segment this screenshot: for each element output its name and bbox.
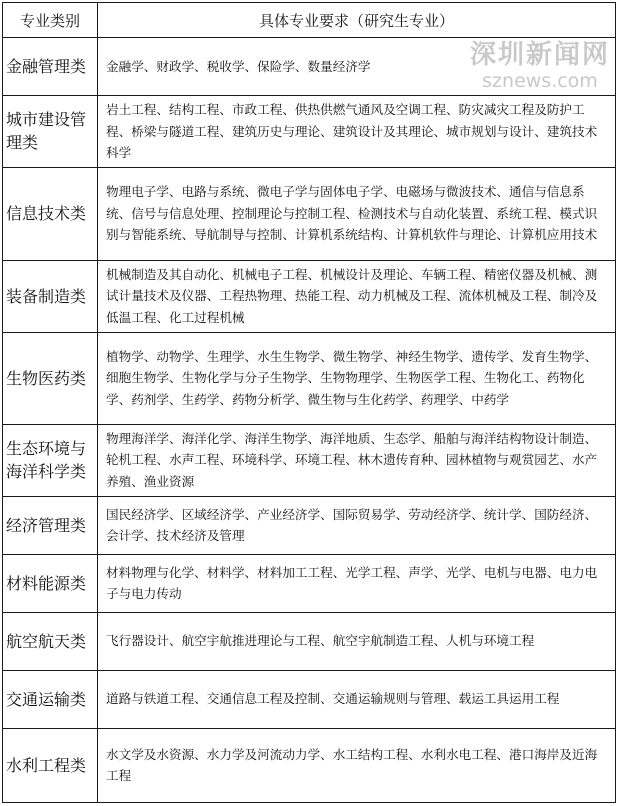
category-cell: 装备制造类 bbox=[3, 260, 98, 332]
table-row bbox=[3, 38, 616, 96]
requirement-cell: 物理海洋学、海洋化学、海洋生物学、海洋地质、生态学、船舶与海洋结构物设计制造、轮机工程、水声工程、环境科学、环境工程、林木遗传育种、园林植物与观赏园艺、水产养殖、渔业资源 bbox=[98, 424, 616, 496]
table-row bbox=[3, 96, 616, 168]
table-row bbox=[3, 554, 616, 612]
table-row bbox=[3, 424, 616, 496]
requirement-cell: 材料物理与化学、材料学、材料加工工程、光学工程、声学、光学、电机与电器、电力电子与电力传动 bbox=[98, 554, 616, 612]
requirement-cell: 物理电子学、电路与系统、微电子学与固体电子学、电磁场与微波技术、通信与信息系统、信号与信息处理、控制理论与控制工程、检测技术与自动化装置、系统工程、模式识别与智能系统、导航制导与控制、计算机系统结构、计算机软件与理论、计算机应用技术 bbox=[98, 167, 616, 260]
category-cell: 生物医药类 bbox=[3, 332, 98, 424]
category-cell: 航空航天类 bbox=[3, 612, 98, 670]
header-category: 专业类别 bbox=[3, 3, 98, 38]
header-requirement: 具体专业要求（研究生专业） bbox=[98, 3, 616, 38]
table-row bbox=[3, 332, 616, 424]
table-row bbox=[3, 167, 616, 260]
watermark-cn: 深圳新闻网 bbox=[469, 40, 610, 70]
table-header-row bbox=[3, 3, 616, 38]
category-cell: 经济管理类 bbox=[3, 496, 98, 554]
requirement-cell: 飞行器设计、航空宇航推进理论与工程、航空宇航制造工程、人机与环境工程 bbox=[98, 612, 616, 670]
requirement-cell: 金融学、财政学、税收学、保险学、数量经济学 bbox=[98, 38, 616, 96]
majors-table bbox=[2, 2, 616, 803]
table-row bbox=[3, 612, 616, 670]
category-cell: 水利工程类 bbox=[3, 728, 98, 803]
category-cell: 交通运输类 bbox=[3, 670, 98, 728]
category-cell: 生态环境与海洋科学类 bbox=[3, 424, 98, 496]
category-cell: 信息技术类 bbox=[3, 167, 98, 260]
table-row bbox=[3, 728, 616, 803]
category-cell: 金融管理类 bbox=[3, 38, 98, 96]
watermark-en: sznews.com bbox=[482, 70, 598, 92]
requirement-cell: 岩土工程、结构工程、市政工程、供热供燃气通风及空调工程、防灾减灾工程及防护工程、桥梁与隧道工程、建筑历史与理论、建筑设计及其理论、城市规划与设计、建筑技术科学 bbox=[98, 96, 616, 168]
table-row bbox=[3, 260, 616, 332]
requirement-cell: 水文学及水资源、水力学及河流动力学、水工结构工程、水利水电工程、港口海岸及近海工程 bbox=[98, 728, 616, 803]
requirement-cell: 植物学、动物学、生理学、水生生物学、微生物学、神经生物学、遗传学、发育生物学、细胞生物学、生物化学与分子生物学、生物物理学、生物医学工程、生物化工、药物化学、药剂学、生药学、药物分析学、微生物与生化药学、药理学、中药学 bbox=[98, 332, 616, 424]
requirement-cell: 国民经济学、区域经济学、产业经济学、国际贸易学、劳动经济学、统计学、国防经济、会计学、技术经济及管理 bbox=[98, 496, 616, 554]
category-cell: 城市建设管理类 bbox=[3, 96, 98, 168]
table-row bbox=[3, 496, 616, 554]
table-row bbox=[3, 670, 616, 728]
requirement-cell: 道路与铁道工程、交通信息工程及控制、交通运输规则与管理、载运工具运用工程 bbox=[98, 670, 616, 728]
category-cell: 材料能源类 bbox=[3, 554, 98, 612]
requirement-cell: 机械制造及其自动化、机械电子工程、机械设计及理论、车辆工程、精密仪器及机械、测试计量技术及仪器、工程热物理、热能工程、动力机械及工程、流体机械及工程、制冷及低温工程、化工过程机械 bbox=[98, 260, 616, 332]
